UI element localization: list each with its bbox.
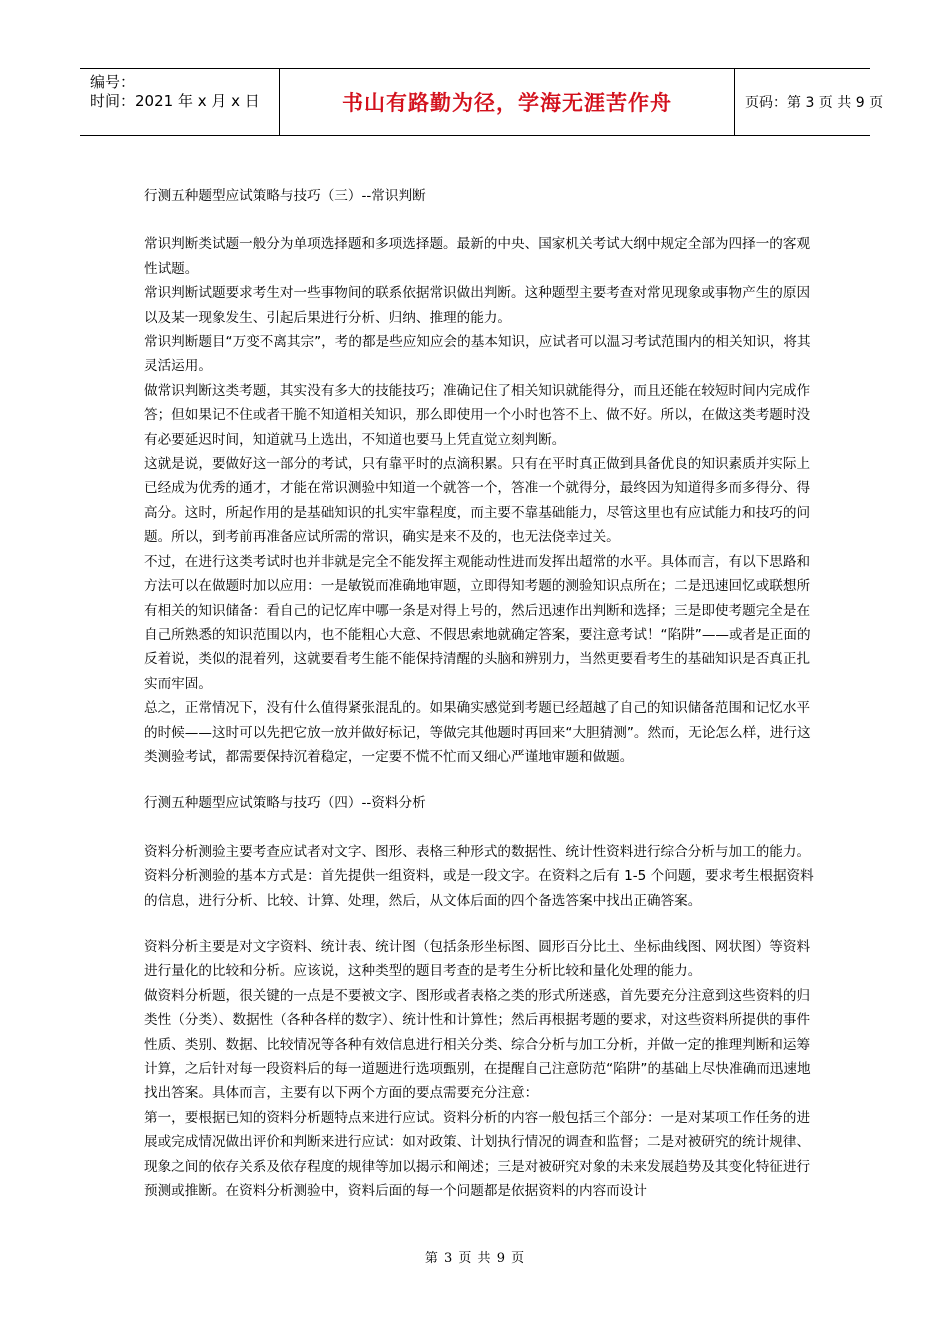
paragraph: 常识判断题目“万变不离其宗”，考的都是些应知应会的基本知识，应试者可以温习考试范围内的相关知识，将其灵活运用。 bbox=[144, 334, 811, 375]
paragraph: 资料分析测验主要考查应试者对文字、图形、表格三种形式的数据性、统计性资料进行综合分析与加工的能力。资料分析测验的基本方式是：首先提供一组资料，或是一段文字。在资料之后有 1-5 个问题，要求考生根据资料的信息，进行分析、比较、计算、处理，然后，从文体后面的四个备选答案中找出正确答案。 bbox=[144, 843, 814, 909]
header-page-info: 页码：第 3 页 共 9 页 bbox=[745, 95, 884, 111]
paragraph: 做资料分析题，很关键的一点是不要被文字、图形或者表格之类的形式所迷惑，首先要充分注意到这些资料的归类性（分类）、数据性（各种各样的数字）、统计性和计算性；然后再根据考题的要求，对这些资料所提供的事件性质、类别、数据、比较情况等各种有效信息进行相关分类、综合分析与加工分析，并做一定的推理判断和运筹计算，之后针对每一段资料后的每一道题进行选项甄别，在提醒自己注意防范“陷阱”的基础上尽快准确而迅速地找出答案。具体而言，主要有以下两个方面的要点需要充分注意： bbox=[144, 987, 811, 1102]
paragraph: 第一，要根据已知的资料分析题特点来进行应试。资料分析的内容一般包括三个部分：一是对某项工作任务的进展或完成情况做出评价和判断来进行应试：如对政策、计划执行情况的调查和监督；二是对被研究的统计规律、现象之间的依存关系及依存程度的规律等加以揭示和阐述；三是对被研究对象的未来发展趋势及其变化特征进行预测或推断。在资料分析测验中，资料后面的每一个问题都是依据资料的内容而设计 bbox=[144, 1109, 811, 1200]
paragraph: 做常识判断这类考题，其实没有多大的技能技巧；准确记住了相关知识就能得分，而且还能在较短时间内完成作答；但如果记不住或者干脆不知道相关知识，那么即使用一个小时也答不上、做不好。所以，在做这类考题时没有必要延迟时间，知道就马上选出，不知道也要马上凭直觉立刻判断。 bbox=[144, 382, 811, 448]
page-header bbox=[80, 68, 884, 136]
section-title-data-analysis: 行测五种题型应试策略与技巧（四）--资料分析 bbox=[144, 795, 426, 812]
header-info-cell bbox=[80, 69, 280, 135]
paragraph: 资料分析主要是对文字资料、统计表、统计图（包括条形坐标图、圆形百分比土、坐标曲线图、网状图）等资料进行量化的比较和分析。应该说，这种类型的题目考查的是考生分析比较和量化处理的能力。 bbox=[144, 938, 811, 980]
paragraph: 总之，正常情况下，没有什么值得紧张混乱的。如果确实感觉到考题已经超越了自己的知识储备范围和记忆水平的时候——这时可以先把它放一放并做好标记，等做完其他题时再回来“大胆猜测”。然而，无论怎么样，进行这类测验考试，都需要保持沉着稳定，一定要不慌不忙而又细心严谨地审题和做题。 bbox=[144, 700, 811, 765]
paragraph: 这就是说，要做好这一部分的考试，只有靠平时的点滴积累。只有在平时真正做到具备优良的知识素质并实际上已经成为优秀的通才，才能在常识测验中知道一个就答一个，答准一个就得分，最终因为知道得多而多得分、得高分。这时，所起作用的是基础知识的扎实牢靠程度，而主要不靠基础能力，尽管这里也有应试能力和技巧的问题。所以，到考前再准备应试所需的常识，确实是来不及的，也无法侥幸过关。 bbox=[144, 456, 811, 546]
paragraph: 常识判断试题要求考生对一些事物间的联系依据常识做出判断。这种题型主要考查对常见现象或事物产生的原因以及某一现象发生、引起后果进行分析、归纳、推理的能力。 bbox=[144, 285, 811, 326]
header-motto: 书山有路勤为径，学海无涯苦作舟 bbox=[280, 69, 735, 135]
document-number-label: 编号： bbox=[90, 73, 136, 91]
page-footer: 第 3 页 共 9 页 bbox=[424, 1251, 526, 1266]
document-date-label: 时间：2021 年 x 月 x 日 bbox=[90, 92, 260, 110]
document-body bbox=[144, 184, 814, 1203]
paragraph: 不过，在进行这类考试时也并非就是完全不能发挥主观能动性进而发挥出超常的水平。具体而言，有以下思路和方法可以在做题时加以应用：一是敏锐而准确地审题，立即得知考题的测验知识点所在；二是迅速回忆或联想所有相关的知识储备：看自己的记忆库中哪一条是对得上号的，然后迅速作出判断和选择；三是即使考题完全是在自己所熟悉的知识范围以内，也不能粗心大意、不假思索地就确定答案，要注意考试！“陷阱”——或者是正面的反着说，类似的混着列，这就要看考生能不能保持清醒的头脑和辨别力，当然更要看考生的基础知识是否真正扎实而牢固。 bbox=[144, 553, 811, 692]
paragraph: 常识判断类试题一般分为单项选择题和多项选择题。最新的中央、国家机关考试大纲中规定全部为四择一的客观性试题。 bbox=[144, 236, 811, 277]
section-title-common-sense: 行测五种题型应试策略与技巧（三）--常识判断 bbox=[144, 188, 426, 204]
